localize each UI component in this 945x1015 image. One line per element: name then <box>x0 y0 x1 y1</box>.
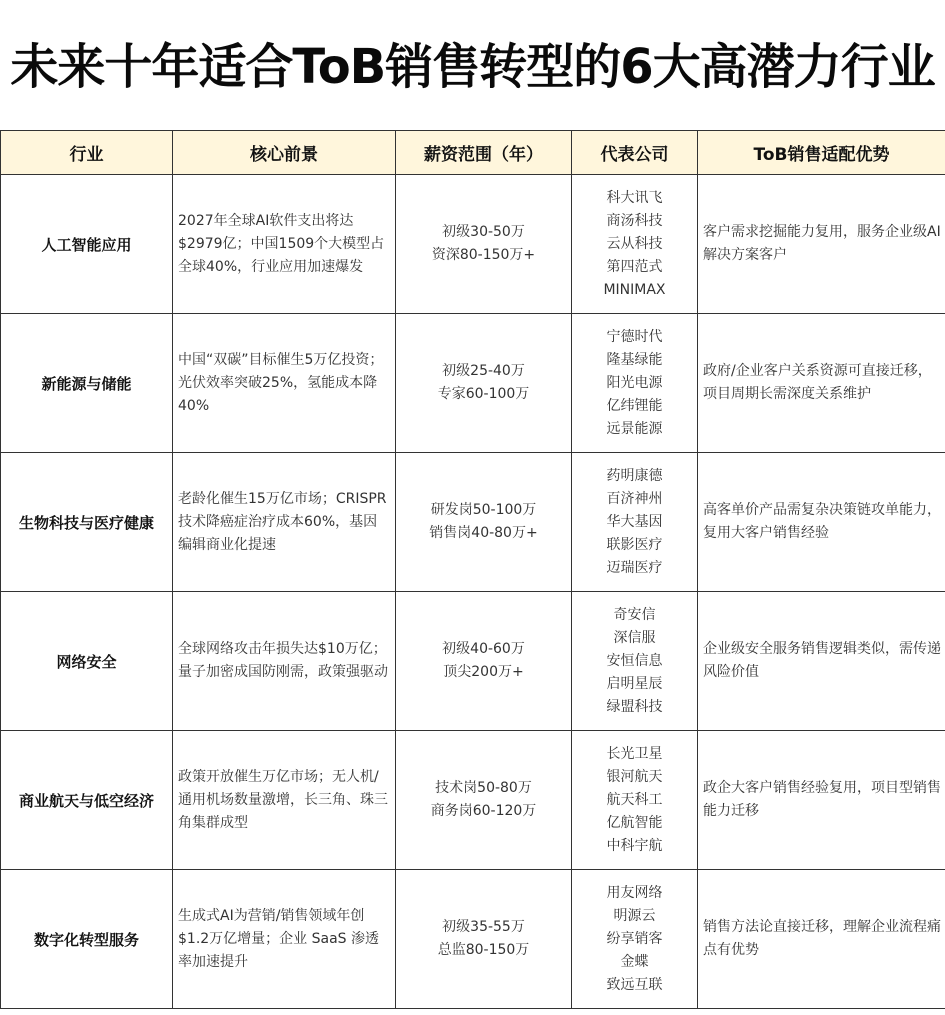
salary-line: 资深80-150万+ <box>431 247 536 263</box>
industry-cell: 商业航天与低空经济 <box>1 731 173 870</box>
industry-cell: 人工智能应用 <box>1 175 173 314</box>
salary-line: 研发岗50-100万 <box>430 502 537 518</box>
table-row <box>1 592 945 731</box>
advantage-cell: 高客单价产品需复杂决策链攻单能力，复用大客户销售经验 <box>698 453 945 592</box>
salary-line: 初级30-50万 <box>442 224 525 240</box>
company-name: 亿航智能 <box>606 814 663 831</box>
industry-cell: 数字化转型服务 <box>1 870 173 1009</box>
company-name: 长光卫星 <box>606 745 663 762</box>
salary-line: 初级25-40万 <box>442 363 525 379</box>
salary-cell <box>396 175 572 314</box>
company-name: 百济神州 <box>606 490 663 507</box>
prospect-cell: 中国“双碳”目标催生5万亿投资；光伏效率突破25%，氢能成本降40% <box>173 314 396 453</box>
company-name: 金蝶 <box>620 953 649 970</box>
companies-cell <box>572 453 698 592</box>
advantage-cell: 政企大客户销售经验复用，项目型销售能力迁移 <box>698 731 945 870</box>
company-name: 第四范式 <box>606 258 663 275</box>
salary-line: 初级40-60万 <box>442 641 525 657</box>
prospect-cell: 政策开放催生万亿市场；无人机/通用机场数量激增，长三角、珠三角集群成型 <box>173 731 396 870</box>
companies-cell <box>572 175 698 314</box>
table-row <box>1 175 945 314</box>
industry-cell: 生物科技与医疗健康 <box>1 453 173 592</box>
table-row <box>1 731 945 870</box>
salary-line: 技术岗50-80万 <box>435 780 532 796</box>
company-name: 商汤科技 <box>606 212 663 229</box>
companies-cell <box>572 592 698 731</box>
header-industry: 行业 <box>1 131 173 175</box>
salary-line: 总监80-150万 <box>437 942 530 958</box>
company-name: 银河航天 <box>606 768 663 785</box>
company-name: 明源云 <box>613 907 656 924</box>
salary-cell <box>396 592 572 731</box>
table-row <box>1 314 945 453</box>
salary-line: 销售岗40-80万+ <box>429 525 538 541</box>
company-name: 中科宇航 <box>606 837 663 854</box>
company-name: 航天科工 <box>606 791 663 808</box>
salary-line: 商务岗60-120万 <box>430 803 537 819</box>
company-name: 启明星辰 <box>606 675 663 692</box>
table-header-row <box>1 131 945 175</box>
company-name: 隆基绿能 <box>606 351 663 368</box>
salary-line: 顶尖200万+ <box>443 664 524 680</box>
salary-line: 初级35-55万 <box>442 919 525 935</box>
company-name: 联影医疗 <box>606 536 663 553</box>
company-name: 安恒信息 <box>606 652 663 669</box>
salary-line: 专家60-100万 <box>437 386 530 402</box>
advantage-cell: 企业级安全服务销售逻辑类似，需传递风险价值 <box>698 592 945 731</box>
header-advantage: ToB销售适配优势 <box>698 131 945 175</box>
company-name: 科大讯飞 <box>606 189 663 206</box>
company-name: 用友网络 <box>606 884 663 901</box>
header-prospect: 核心前景 <box>173 131 396 175</box>
salary-cell <box>396 731 572 870</box>
prospect-cell: 2027年全球AI软件支出将达$2979亿；中国1509个大模型占全球40%，行业应用加速爆发 <box>173 175 396 314</box>
company-name: 华大基因 <box>606 513 663 530</box>
table-row <box>1 870 945 1009</box>
advantage-cell: 销售方法论直接迁移，理解企业流程痛点有优势 <box>698 870 945 1009</box>
company-name: 阳光电源 <box>606 374 663 391</box>
prospect-cell: 老龄化催生15万亿市场；CRISPR技术降癌症治疗成本60%，基因编辑商业化提速 <box>173 453 396 592</box>
industry-cell: 网络安全 <box>1 592 173 731</box>
company-name: 远景能源 <box>606 420 663 437</box>
salary-cell <box>396 870 572 1009</box>
page-title: 未来十年适合ToB销售转型的6大高潜力行业 <box>10 39 935 95</box>
header-salary: 薪资范围（年） <box>396 131 572 175</box>
company-name: 云从科技 <box>606 235 663 252</box>
company-name: 绿盟科技 <box>606 698 663 715</box>
industry-cell: 新能源与储能 <box>1 314 173 453</box>
prospect-cell: 全球网络攻击年损失达$10万亿；量子加密成国防刚需，政策强驱动 <box>173 592 396 731</box>
industry-table <box>0 130 945 1009</box>
prospect-cell: 生成式AI为营销/销售领域年创$1.2万亿增量；企业 SaaS 渗透率加速提升 <box>173 870 396 1009</box>
advantage-cell: 客户需求挖掘能力复用，服务企业级AI解决方案客户 <box>698 175 945 314</box>
company-name: 亿纬锂能 <box>606 397 663 414</box>
header-companies: 代表公司 <box>572 131 698 175</box>
company-name: 深信服 <box>613 629 656 646</box>
salary-cell <box>396 453 572 592</box>
advantage-cell: 政府/企业客户关系资源可直接迁移，项目周期长需深度关系维护 <box>698 314 945 453</box>
company-name: 纷享销客 <box>606 930 663 947</box>
company-name: 药明康德 <box>606 467 663 484</box>
company-name: 宁德时代 <box>606 328 663 345</box>
company-name: 迈瑞医疗 <box>606 559 663 576</box>
company-name: 致远互联 <box>606 976 663 993</box>
company-name: MINIMAX <box>603 281 666 298</box>
salary-cell <box>396 314 572 453</box>
company-name: 奇安信 <box>613 606 656 623</box>
companies-cell <box>572 870 698 1009</box>
table-row <box>1 453 945 592</box>
companies-cell <box>572 731 698 870</box>
companies-cell <box>572 314 698 453</box>
